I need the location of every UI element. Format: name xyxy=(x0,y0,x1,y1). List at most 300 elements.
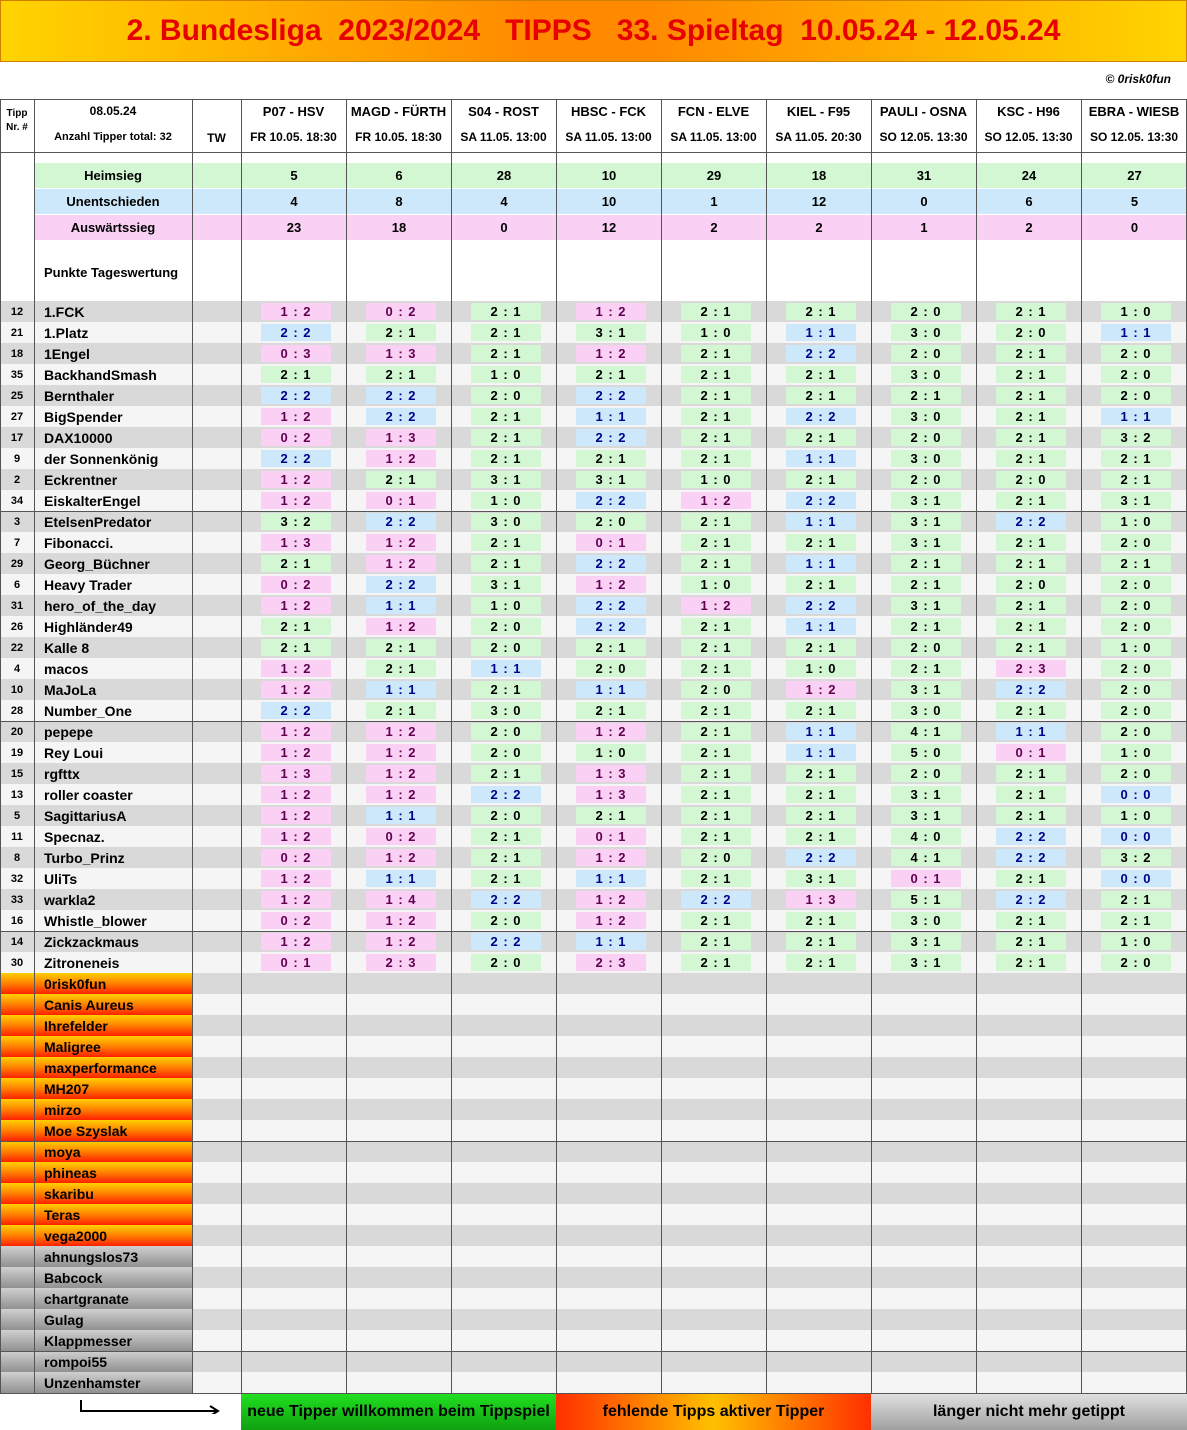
match-time: SA 11.05. 20:30 xyxy=(775,130,862,144)
tip-cell: 2 : 1 xyxy=(786,702,856,719)
tipper-name: Kalle 8 xyxy=(44,639,90,656)
tipper-nr: 17 xyxy=(10,431,24,444)
tipper-name: rompoi55 xyxy=(44,1353,108,1370)
tipper-name: Bernthaler xyxy=(44,387,115,404)
match-teams: KSC - H96 xyxy=(997,104,1060,119)
tip-cell: 2 : 1 xyxy=(681,786,751,803)
tip-cell: 4 : 1 xyxy=(891,723,961,740)
tip-cell: 1 : 2 xyxy=(576,849,646,866)
tipper-name: MaJoLa xyxy=(44,681,97,698)
tipper-row xyxy=(0,406,1187,427)
tip-cell: 0 : 1 xyxy=(891,870,961,887)
tip-cell: 2 : 2 xyxy=(576,492,646,509)
tip-cell: 1 : 3 xyxy=(576,765,646,782)
tip-cell: 2 : 1 xyxy=(681,345,751,362)
tipper-row xyxy=(0,322,1187,343)
inactive-tipper-row xyxy=(0,1246,1187,1267)
group-separator xyxy=(0,1141,1187,1142)
tip-cell: 2 : 2 xyxy=(996,513,1066,530)
tip-cell: 2 : 1 xyxy=(681,366,751,383)
tip-cell: 2 : 1 xyxy=(576,702,646,719)
tipper-row xyxy=(0,595,1187,616)
stats-value: 6 xyxy=(347,163,451,188)
tipper-row xyxy=(0,616,1187,637)
punkte-label: Punkte Tageswertung xyxy=(44,265,179,280)
tw-header: TW xyxy=(207,131,226,145)
tipper-name: BigSpender xyxy=(44,408,123,425)
tip-cell: 1 : 2 xyxy=(366,618,436,635)
missing-tipper-row xyxy=(0,1204,1187,1225)
tip-cell: 1 : 2 xyxy=(261,597,331,614)
tipper-nr: 31 xyxy=(10,599,24,612)
tipper-row xyxy=(0,448,1187,469)
stats-row-unentschieden xyxy=(0,189,1187,214)
tipper-row xyxy=(0,637,1187,658)
tipp-nr-header: Tipp Nr. # xyxy=(6,108,28,133)
tip-cell: 2 : 1 xyxy=(891,618,961,635)
tip-cell: 1 : 1 xyxy=(576,933,646,950)
tip-cell: 2 : 2 xyxy=(786,597,856,614)
tip-cell: 1 : 1 xyxy=(786,555,856,572)
missing-tipper-row xyxy=(0,1015,1187,1036)
tip-cell: 0 : 3 xyxy=(261,345,331,362)
tip-cell: 2 : 1 xyxy=(786,303,856,320)
stats-tw-cell xyxy=(193,163,241,188)
match-teams: HBSC - FCK xyxy=(570,104,647,119)
tipper-name: rgfttx xyxy=(44,765,80,782)
tip-cell: 2 : 1 xyxy=(681,387,751,404)
tipper-nr: 14 xyxy=(10,935,24,948)
tipper-nr: 35 xyxy=(10,368,24,381)
tipper-row xyxy=(0,847,1187,868)
tip-cell: 2 : 1 xyxy=(996,387,1066,404)
tipper-nr: 10 xyxy=(10,683,24,696)
tip-cell: 3 : 1 xyxy=(891,807,961,824)
tip-cell: 0 : 2 xyxy=(261,576,331,593)
tip-cell: 1 : 2 xyxy=(261,723,331,740)
tip-cell: 2 : 2 xyxy=(471,933,541,950)
tipper-name: 1Engel xyxy=(44,345,90,362)
tip-cell: 2 : 1 xyxy=(1101,471,1171,488)
tipper-name: Teras xyxy=(44,1206,81,1223)
tip-cell: 2 : 1 xyxy=(681,933,751,950)
tip-cell: 2 : 1 xyxy=(681,765,751,782)
tip-cell: 0 : 1 xyxy=(366,492,436,509)
tip-cell: 1 : 2 xyxy=(576,723,646,740)
tip-cell: 2 : 1 xyxy=(786,366,856,383)
tipper-name: moya xyxy=(44,1143,81,1160)
tip-cell: 3 : 0 xyxy=(471,702,541,719)
grid-line-vertical xyxy=(451,99,452,1393)
tip-cell: 2 : 1 xyxy=(786,828,856,845)
tip-cell: 1 : 1 xyxy=(366,870,436,887)
tip-cell: 2 : 2 xyxy=(576,429,646,446)
tipper-nr: 33 xyxy=(10,893,24,906)
tipper-name: pepepe xyxy=(44,723,94,740)
tip-cell: 2 : 1 xyxy=(681,828,751,845)
stats-value: 2 xyxy=(662,215,766,240)
tip-cell: 1 : 0 xyxy=(471,597,541,614)
tip-cell: 0 : 2 xyxy=(261,912,331,929)
tip-cell: 3 : 1 xyxy=(471,576,541,593)
missing-tipper-row xyxy=(0,1099,1187,1120)
tip-cell: 2 : 0 xyxy=(1101,702,1171,719)
tip-cell: 3 : 1 xyxy=(891,534,961,551)
tip-cell: 2 : 0 xyxy=(1101,723,1171,740)
tip-cell: 1 : 2 xyxy=(576,891,646,908)
tip-cell: 2 : 1 xyxy=(996,618,1066,635)
tip-cell: 2 : 0 xyxy=(681,681,751,698)
tipper-name: Fibonacci. xyxy=(44,534,114,551)
tip-cell: 2 : 2 xyxy=(471,891,541,908)
stats-value: 27 xyxy=(1082,163,1187,188)
tip-cell: 2 : 1 xyxy=(996,429,1066,446)
tip-cell: 2 : 1 xyxy=(996,702,1066,719)
tipper-name: Babcock xyxy=(44,1269,103,1286)
group-separator xyxy=(0,931,1187,932)
tip-cell: 2 : 2 xyxy=(681,891,751,908)
tipper-row xyxy=(0,385,1187,406)
tip-cell: 2 : 1 xyxy=(786,534,856,551)
grid-line-vertical xyxy=(976,99,977,1393)
tip-cell: 2 : 1 xyxy=(681,513,751,530)
tip-cell: 2 : 1 xyxy=(471,324,541,341)
tip-cell: 1 : 2 xyxy=(681,597,751,614)
tip-cell: 0 : 2 xyxy=(366,828,436,845)
stats-value: 5 xyxy=(1082,189,1187,214)
tip-cell: 3 : 0 xyxy=(891,702,961,719)
stats-value: 0 xyxy=(872,189,976,214)
tip-cell: 2 : 1 xyxy=(471,555,541,572)
tip-cell: 2 : 1 xyxy=(366,639,436,656)
tip-cell: 2 : 0 xyxy=(576,513,646,530)
tip-cell: 2 : 0 xyxy=(891,765,961,782)
tipper-nr: 2 xyxy=(13,473,21,486)
missing-tipper-row xyxy=(0,1141,1187,1162)
tip-cell: 3 : 0 xyxy=(891,408,961,425)
tipper-row xyxy=(0,511,1187,532)
tip-cell: 2 : 2 xyxy=(996,681,1066,698)
tip-cell: 2 : 1 xyxy=(366,366,436,383)
stats-value: 4 xyxy=(452,189,556,214)
match-teams: PAULI - OSNA xyxy=(879,104,968,119)
tip-cell: 1 : 2 xyxy=(261,408,331,425)
tipper-name: skaribu xyxy=(44,1185,94,1202)
tip-cell: 3 : 0 xyxy=(471,513,541,530)
tip-cell: 1 : 2 xyxy=(261,471,331,488)
tip-cell: 1 : 2 xyxy=(366,555,436,572)
tip-cell: 2 : 2 xyxy=(366,408,436,425)
tipper-row xyxy=(0,301,1187,322)
tip-cell: 2 : 1 xyxy=(261,639,331,656)
tipper-nr: 6 xyxy=(13,578,21,591)
stats-tw-cell xyxy=(193,215,241,240)
tipper-nr: 8 xyxy=(13,851,21,864)
tipper-row xyxy=(0,889,1187,910)
stats-value: 10 xyxy=(557,189,661,214)
tip-cell: 5 : 0 xyxy=(891,744,961,761)
legend xyxy=(0,1394,1187,1430)
page-title: 2. Bundesliga 2023/2024 TIPPS 33. Spieltag 10.05.24 - 12.05.24 xyxy=(126,14,1061,47)
tip-cell: 1 : 0 xyxy=(1101,807,1171,824)
tip-cell: 1 : 0 xyxy=(471,366,541,383)
match-teams: EBRA - WIESB xyxy=(1088,104,1180,119)
tipper-row xyxy=(0,658,1187,679)
tipper-name: EtelsenPredator xyxy=(44,513,152,530)
match-teams: FCN - ELVE xyxy=(677,104,750,119)
tip-cell: 1 : 0 xyxy=(681,324,751,341)
tip-cell: 2 : 1 xyxy=(681,744,751,761)
inactive-tipper-row xyxy=(0,1330,1187,1351)
tipper-name: Georg_Büchner xyxy=(44,555,150,572)
tip-cell: 2 : 1 xyxy=(996,555,1066,572)
tip-cell: 2 : 1 xyxy=(471,429,541,446)
stats-value: 10 xyxy=(557,163,661,188)
tip-cell: 1 : 0 xyxy=(471,492,541,509)
tip-cell: 1 : 0 xyxy=(1101,513,1171,530)
stats-value: 18 xyxy=(347,215,451,240)
tipper-name: phineas xyxy=(44,1164,97,1181)
tip-cell: 1 : 1 xyxy=(366,807,436,824)
match-time: SA 11.05. 13:00 xyxy=(565,130,652,144)
tip-cell: 2 : 2 xyxy=(576,597,646,614)
tipper-name: Canis Aureus xyxy=(44,996,134,1013)
stats-value: 28 xyxy=(452,163,556,188)
stats-value: 18 xyxy=(767,163,871,188)
missing-tipper-row xyxy=(0,1057,1187,1078)
tip-cell: 2 : 1 xyxy=(471,345,541,362)
tip-cell: 2 : 1 xyxy=(996,534,1066,551)
tip-cell: 1 : 1 xyxy=(366,681,436,698)
tip-cell: 2 : 1 xyxy=(996,450,1066,467)
stats-value: 5 xyxy=(242,163,346,188)
tip-cell: 2 : 1 xyxy=(681,723,751,740)
tip-cell: 2 : 1 xyxy=(471,450,541,467)
stats-value: 24 xyxy=(977,163,1081,188)
total-tipper-header: Anzahl Tipper total: 32 xyxy=(54,131,172,143)
tip-cell: 2 : 0 xyxy=(891,345,961,362)
tip-cell: 3 : 1 xyxy=(786,870,856,887)
match-time: SO 12.05. 13:30 xyxy=(984,130,1073,144)
tip-cell: 2 : 1 xyxy=(786,933,856,950)
tip-cell: 0 : 1 xyxy=(576,534,646,551)
tip-cell: 2 : 1 xyxy=(996,492,1066,509)
tip-cell: 3 : 0 xyxy=(891,912,961,929)
tip-cell: 2 : 1 xyxy=(576,450,646,467)
tip-cell: 1 : 2 xyxy=(786,681,856,698)
tip-cell: 1 : 1 xyxy=(366,597,436,614)
tip-cell: 1 : 2 xyxy=(261,681,331,698)
tip-cell: 2 : 1 xyxy=(681,303,751,320)
tip-cell: 0 : 0 xyxy=(1101,828,1171,845)
stats-value: 12 xyxy=(557,215,661,240)
tipper-nr: 29 xyxy=(10,557,24,570)
tip-cell: 2 : 1 xyxy=(471,870,541,887)
tip-cell: 2 : 1 xyxy=(1101,891,1171,908)
tipper-name: Number_One xyxy=(44,702,132,719)
group-separator xyxy=(0,511,1187,512)
tipper-nr: 26 xyxy=(10,620,24,633)
tip-cell: 1 : 3 xyxy=(261,534,331,551)
tip-cell: 2 : 1 xyxy=(786,429,856,446)
tipper-name: Whistle_blower xyxy=(44,912,147,929)
tip-cell: 0 : 0 xyxy=(1101,870,1171,887)
tip-cell: 2 : 2 xyxy=(786,492,856,509)
tip-cell: 2 : 2 xyxy=(996,828,1066,845)
tipper-row xyxy=(0,826,1187,847)
tip-cell: 2 : 0 xyxy=(1101,660,1171,677)
tip-cell: 2 : 0 xyxy=(471,723,541,740)
tip-cell: 2 : 1 xyxy=(681,618,751,635)
tip-cell: 2 : 1 xyxy=(786,639,856,656)
tip-cell: 2 : 0 xyxy=(891,429,961,446)
tip-cell: 3 : 1 xyxy=(891,786,961,803)
tipper-name: Maligree xyxy=(44,1038,101,1055)
tip-cell: 2 : 1 xyxy=(1101,912,1171,929)
tip-cell: 4 : 1 xyxy=(891,849,961,866)
tipper-row xyxy=(0,784,1187,805)
grid-line-vertical xyxy=(1081,99,1082,1393)
tip-cell: 2 : 1 xyxy=(366,702,436,719)
missing-tipper-row xyxy=(0,1078,1187,1099)
tipper-row xyxy=(0,952,1187,973)
tip-cell: 2 : 0 xyxy=(1101,345,1171,362)
tip-cell: 2 : 1 xyxy=(471,828,541,845)
tip-cell: 2 : 1 xyxy=(681,450,751,467)
tip-cell: 1 : 2 xyxy=(261,660,331,677)
stats-value: 12 xyxy=(767,189,871,214)
tipper-row xyxy=(0,805,1187,826)
tipper-name: warkla2 xyxy=(44,891,96,908)
tipper-nr: 20 xyxy=(10,725,24,738)
tip-cell: 4 : 0 xyxy=(891,828,961,845)
tip-cell: 3 : 1 xyxy=(891,933,961,950)
tipper-name: 0risk0fun xyxy=(44,975,107,992)
tipper-nr: 7 xyxy=(13,536,21,549)
grid-line-vertical xyxy=(871,99,872,1393)
tipper-name: Zickzackmaus xyxy=(44,933,139,950)
tip-cell: 2 : 0 xyxy=(681,849,751,866)
stats-value: 8 xyxy=(347,189,451,214)
tipper-name: BackhandSmash xyxy=(44,366,157,383)
match-time: SA 11.05. 13:00 xyxy=(460,130,547,144)
tipper-name: mirzo xyxy=(44,1101,82,1118)
legend-new-tippers: neue Tipper willkommen beim Tippspiel xyxy=(241,1394,556,1430)
match-time: SA 11.05. 13:00 xyxy=(670,130,757,144)
tipper-name: Gulag xyxy=(44,1311,84,1328)
tip-cell: 2 : 1 xyxy=(786,471,856,488)
tip-cell: 2 : 2 xyxy=(786,345,856,362)
tip-cell: 1 : 1 xyxy=(786,450,856,467)
tip-cell: 2 : 2 xyxy=(261,450,331,467)
tipper-nr: 27 xyxy=(10,410,24,423)
tip-cell: 2 : 2 xyxy=(261,702,331,719)
tipper-name: maxperformance xyxy=(44,1059,157,1076)
tip-cell: 2 : 2 xyxy=(576,387,646,404)
tip-cell: 1 : 2 xyxy=(261,828,331,845)
tip-cell: 1 : 2 xyxy=(366,765,436,782)
tip-cell: 1 : 1 xyxy=(576,870,646,887)
tipper-nr: 5 xyxy=(13,809,21,822)
grid-line-vertical xyxy=(192,99,193,1393)
stats-value: 31 xyxy=(872,163,976,188)
tip-cell: 2 : 1 xyxy=(471,765,541,782)
tipper-nr: 11 xyxy=(11,830,23,843)
tip-cell: 1 : 2 xyxy=(576,912,646,929)
tip-cell: 3 : 0 xyxy=(891,450,961,467)
tip-cell: 1 : 4 xyxy=(366,891,436,908)
tip-cell: 1 : 2 xyxy=(681,492,751,509)
tip-cell: 2 : 2 xyxy=(261,387,331,404)
stats-value: 1 xyxy=(872,215,976,240)
tipper-nr: 22 xyxy=(10,641,24,654)
tipper-name: chartgranate xyxy=(44,1290,129,1307)
tipper-nr: 32 xyxy=(10,872,24,885)
tip-cell: 2 : 1 xyxy=(261,555,331,572)
tipper-name: Rey Loui xyxy=(44,744,104,761)
grid-line-vertical xyxy=(766,99,767,1393)
stats-value: 0 xyxy=(1082,215,1187,240)
tipper-name: der Sonnenkönig xyxy=(44,450,159,467)
inactive-tipper-row xyxy=(0,1267,1187,1288)
stats-value: 29 xyxy=(662,163,766,188)
tip-cell: 2 : 1 xyxy=(891,660,961,677)
match-time: SO 12.05. 13:30 xyxy=(1089,130,1179,144)
tip-cell: 1 : 2 xyxy=(576,303,646,320)
tip-cell: 2 : 1 xyxy=(576,807,646,824)
tip-cell: 2 : 1 xyxy=(261,618,331,635)
tipper-row xyxy=(0,868,1187,889)
tip-cell: 5 : 1 xyxy=(891,891,961,908)
tip-cell: 0 : 0 xyxy=(1101,786,1171,803)
tipper-row xyxy=(0,553,1187,574)
tip-cell: 2 : 2 xyxy=(366,387,436,404)
tip-cell: 2 : 0 xyxy=(1101,681,1171,698)
tip-cell: 1 : 0 xyxy=(1101,639,1171,656)
tipper-nr: 28 xyxy=(10,704,24,717)
tipper-name: MH207 xyxy=(44,1080,90,1097)
tip-cell: 1 : 0 xyxy=(1101,303,1171,320)
stats-label-unentschieden: Unentschieden xyxy=(34,189,192,214)
grid-line-horizontal xyxy=(0,99,1187,100)
tip-cell: 1 : 1 xyxy=(786,324,856,341)
tip-cell: 2 : 1 xyxy=(681,870,751,887)
tip-cell: 2 : 0 xyxy=(891,471,961,488)
tip-cell: 2 : 1 xyxy=(576,366,646,383)
tipper-name: Specnaz. xyxy=(44,828,105,845)
tip-cell: 2 : 0 xyxy=(1101,576,1171,593)
stats-row-heimsieg xyxy=(0,163,1187,188)
tip-cell: 2 : 1 xyxy=(786,576,856,593)
tipper-name: Moe Szyslak xyxy=(44,1122,128,1139)
tipper-row xyxy=(0,532,1187,553)
tip-cell: 2 : 0 xyxy=(891,303,961,320)
tip-cell: 2 : 1 xyxy=(261,366,331,383)
tipper-nr: 4 xyxy=(13,662,21,675)
stats-value: 2 xyxy=(767,215,871,240)
tip-cell: 2 : 0 xyxy=(891,639,961,656)
tip-cell: 2 : 1 xyxy=(786,786,856,803)
tip-cell: 0 : 2 xyxy=(261,849,331,866)
tip-cell: 3 : 1 xyxy=(891,681,961,698)
tip-cell: 1 : 0 xyxy=(786,660,856,677)
tip-cell: 1 : 1 xyxy=(996,723,1066,740)
arrow-icon xyxy=(80,1400,220,1414)
tipper-name: macos xyxy=(44,660,89,677)
inactive-tipper-row xyxy=(0,1351,1187,1372)
tip-cell: 2 : 1 xyxy=(891,387,961,404)
tip-cell: 2 : 1 xyxy=(471,534,541,551)
